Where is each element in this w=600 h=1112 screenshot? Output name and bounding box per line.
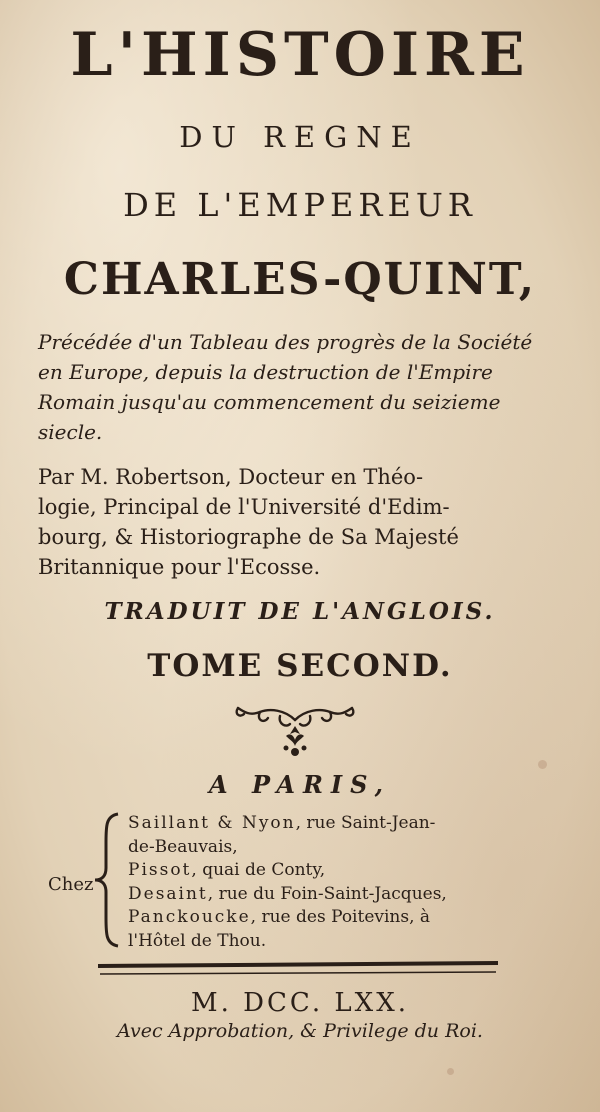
author-line: Par M. Robertson, Docteur en Théo- — [38, 465, 424, 489]
bookseller-address: , rue des Poitevins, à — [250, 907, 431, 927]
translator-note: TRADUIT DE L'ANGLOIS. — [104, 598, 496, 625]
title-de-lempereur: DE L'EMPEREUR — [123, 186, 477, 224]
bookseller-address: de-Beauvais, — [128, 836, 238, 857]
imprint-city: A PARIS, — [209, 770, 391, 799]
double-rule — [0, 959, 600, 979]
bookseller-address: , quai de Conty, — [191, 860, 326, 880]
title-histoire: L'HISTOIRE — [70, 20, 530, 90]
curly-brace — [92, 812, 122, 948]
subtitle-block — [38, 327, 568, 447]
bookseller-entry — [128, 883, 578, 907]
subtitle-line: siecle. — [38, 420, 103, 444]
bookseller-entry — [128, 930, 578, 954]
bookseller-entry — [128, 836, 578, 860]
author-line: Britannique pour l'Ecosse. — [38, 555, 321, 579]
volume-label: TOME SECOND. — [147, 648, 453, 684]
bookseller-name: Saillant & Nyon — [128, 813, 296, 833]
title-charles-quint: CHARLES-QUINT, — [63, 254, 537, 305]
privilege-line: Avec Approbation, & Privilege du Roi. — [117, 1020, 483, 1042]
subtitle-line: Précédée d'un Tableau des progrès de la Société — [38, 330, 533, 354]
imprint-year: M. DCC. LXX. — [191, 988, 409, 1018]
bookseller-address: l'Hôtel de Thou. — [128, 930, 267, 951]
author-block — [38, 462, 568, 582]
title-du-regne: DU REGNE — [179, 120, 421, 154]
bookseller-name: Desaint — [128, 883, 208, 904]
booksellers-list — [128, 812, 578, 953]
author-line: bourg, & Historiographe de Sa Majesté — [38, 525, 459, 549]
bookseller-entry — [128, 859, 578, 883]
author-line: logie, Principal de l'Université d'Edim- — [38, 495, 450, 519]
foxing-spot — [447, 1068, 454, 1075]
bookseller-name: Pissot — [128, 860, 192, 880]
bookseller-name: Panckoucke — [128, 907, 251, 927]
bookseller-address: , rue Saint-Jean- — [295, 813, 436, 833]
bookseller-entry — [128, 812, 578, 836]
bookseller-address: , rue du Foin-Saint-Jacques, — [207, 883, 447, 904]
foxing-spot — [538, 760, 547, 769]
bookseller-entry — [128, 906, 578, 930]
subtitle-line: Romain jusqu'au commencement du seizieme — [38, 390, 501, 414]
fleuron-ornament — [230, 702, 360, 760]
chez-label: Chez — [48, 874, 94, 895]
subtitle-line: en Europe, depuis la destruction de l'Empire — [38, 360, 493, 384]
